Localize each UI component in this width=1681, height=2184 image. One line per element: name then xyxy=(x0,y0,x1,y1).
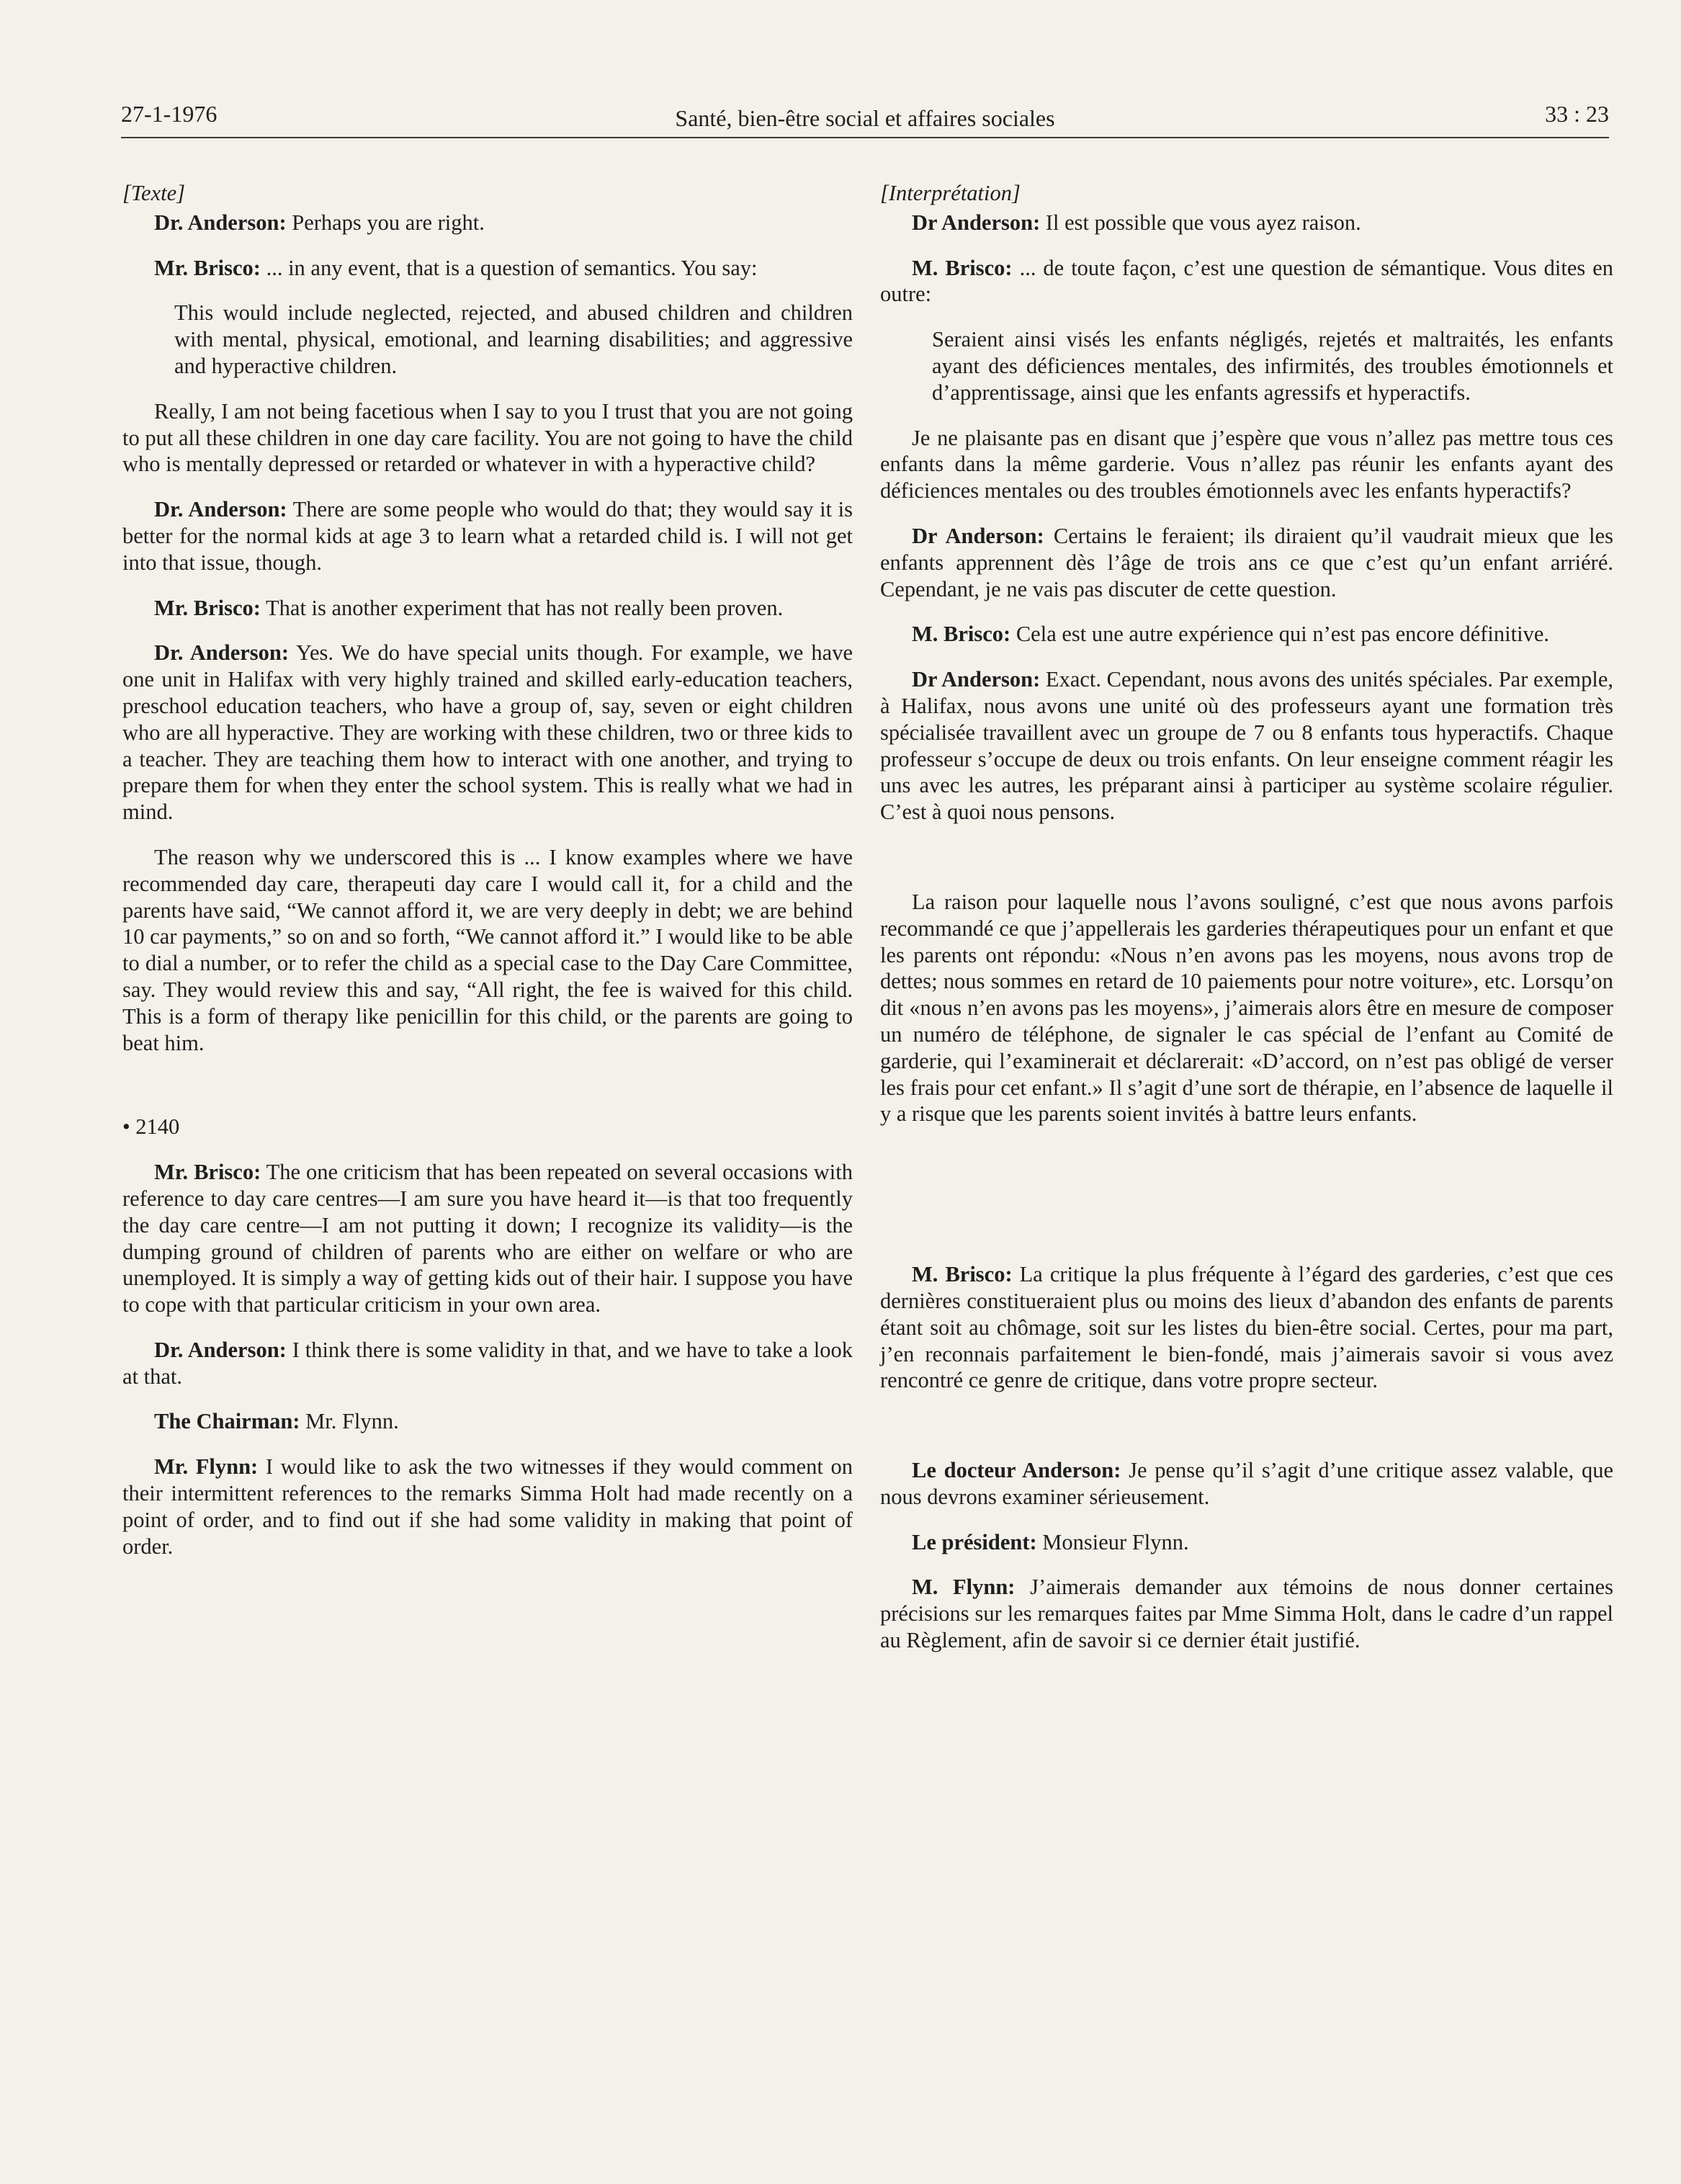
english-column xyxy=(122,180,853,1578)
speech: Certains le feraient; ils diraient qu’il vaudrait mieux que les enfants apprennent dès l’âge de trois ans ce que c’est qu’un enfant arriéré. Cependant, je ne vais pas discuter de cette question. xyxy=(880,523,1613,601)
speaker: Dr. Anderson: xyxy=(154,640,290,666)
section-tag: [Interprétation] xyxy=(880,181,1021,205)
paragraph: Really, I am not being facetious when I say to you I trust that you are not going to put all these children in one day care facility. You are not going to have the child who is mentally depressed or retarded or whatever in with a hyperactive child? xyxy=(122,398,853,477)
speech: The one criticism that has been repeated on several occasions with reference to day care centres—I am sure you have heard it—is that too frequently the day care centre—I am not putting it down; I recognize its validity—is the dumping ground of children of parents who are either on welfare or who are unemployed. It is simply a way of getting kids out of their hair. I suppose you have to cope with that particular criticism in your own area. xyxy=(122,1160,853,1317)
speech: La critique la plus fréquente à l’égard des garderies, c’est que ces dernières constitueraient plus ou moins des lieux d’abandon des enfants de parents étant soit au chômage, soit sur les listes du bien-être social. Certes, pour ma part, j’en reconnais parfaitement le bien-fondé, mais j’aimerais savoir si vous avez rencontré ce genre de critique, dans votre propre secteur. xyxy=(880,1262,1613,1393)
time-marker: • 2140 xyxy=(122,1114,180,1140)
header-title: Santé, bien-être social et affaires sociales xyxy=(675,105,1055,131)
paragraph xyxy=(122,496,853,576)
paragraph xyxy=(122,1337,853,1390)
paragraph xyxy=(880,1261,1613,1394)
speech: Je pense qu’il s’agit d’une critique assez valable, que nous devrons examiner sérieusement. xyxy=(880,1458,1613,1509)
speech: Il est possible que vous ayez raison. xyxy=(1040,210,1361,235)
speaker: M. Brisco: xyxy=(912,255,1013,280)
paragraph xyxy=(122,595,853,622)
paragraph xyxy=(122,255,853,282)
quotation: Seraient ainsi visés les enfants négligés, rejetés et maltraités, les enfants ayant des déficiences mentales, des infirmités, des troubles émotionnels et d’apprentissage, ainsi que les enfants agressifs et hyperactifs. xyxy=(932,327,1613,405)
speech: Cela est une autre expérience qui n’est pas encore définitive. xyxy=(1010,622,1549,647)
speaker: The Chairman: xyxy=(154,1409,300,1434)
french-column xyxy=(880,180,1613,1673)
speech: I think there is some validity in that, and we have to take a look at that. xyxy=(122,1337,853,1389)
speech: ... de toute façon, c’est une question de sémantique. Vous dites en outre: xyxy=(880,255,1613,307)
paragraph xyxy=(880,1529,1613,1556)
paragraph xyxy=(122,210,853,236)
speaker: M. Flynn: xyxy=(912,1575,1016,1600)
speech: That is another experiment that has not really been proven. xyxy=(260,595,784,620)
paragraph xyxy=(880,210,1613,236)
speaker: Mr. Brisco: xyxy=(154,1160,261,1185)
speaker: Mr. Brisco: xyxy=(154,255,261,280)
speaker: Mr. Flynn: xyxy=(154,1454,259,1480)
speech: There are some people who would do that; they would say it is better for the normal kids at age 3 to learn what a retarded child is. I will not get into that issue, though. xyxy=(122,497,853,575)
paragraph: The reason why we underscored this is ... I know examples where we have recommended day care, therapeuti day care I would call it, for a child and the parents have said, “We cannot afford it, we are very deeply in debt; we are behind 10 car payments,” so on and so forth, “We cannot afford it.” I would like to be able to dial a number, or to refer the child as a special case to the Day Care Committee, say. They would review this and say, “All right, the fee is waived for this child. This is a form of therapy like penicillin for this child, or the parents are going to beat him. xyxy=(122,844,853,1055)
paragraph xyxy=(122,640,853,825)
speaker: Dr. Anderson: xyxy=(154,210,287,235)
speaker: M. Brisco: xyxy=(912,622,1011,647)
paragraph xyxy=(880,666,1613,825)
header-date: 27-1-1976 xyxy=(121,101,218,127)
speech: Perhaps you are right. xyxy=(286,210,485,235)
page-header xyxy=(121,101,1609,137)
speaker: Le président: xyxy=(912,1529,1037,1554)
speaker: Dr. Anderson: xyxy=(154,497,287,522)
paragraph xyxy=(122,1454,853,1559)
speech: Monsieur Flynn. xyxy=(1036,1529,1189,1554)
paragraph xyxy=(880,255,1613,308)
speaker: Dr Anderson: xyxy=(912,210,1041,235)
speech: J’aimerais demander aux témoins de nous donner certaines précisions sur les remarques faites par Mme Simma Holt, dans le cadre d’un rappel au Règlement, afin de savoir si ce dernier était justifié. xyxy=(880,1575,1613,1653)
section-tag: [Texte] xyxy=(122,181,185,205)
speech: Mr. Flynn. xyxy=(300,1409,399,1434)
paragraph xyxy=(122,1159,853,1318)
paragraph: Je ne plaisante pas en disant que j’espère que vous n’allez pas mettre tous ces enfants dans la même garderie. Vous n’allez pas réunir les enfants ayant des déficiences mentales ou des troubles émotionnels avec les enfants hyperactifs? xyxy=(880,425,1613,504)
paragraph xyxy=(880,1574,1613,1653)
paragraph xyxy=(122,1408,853,1435)
paragraph xyxy=(880,621,1613,648)
header-page-number: 33 : 23 xyxy=(1545,101,1609,127)
speaker: M. Brisco: xyxy=(912,1262,1013,1287)
paragraph xyxy=(880,523,1613,602)
paragraph xyxy=(880,1457,1613,1511)
speaker: Le docteur Anderson: xyxy=(912,1458,1121,1483)
paragraph: La raison pour laquelle nous l’avons souligné, c’est que nous avons parfois recommandé ce que j’appellerais les garderies thérapeutiques pour un enfant et que les parents ont répondu: «Nous n’en avons pas les moyens, nous avons trop de dettes; nous sommes en retard de 10 paiements pour notre voiture», etc. Lorsqu’on dit «nous n’en avons pas les moyens», j’aimerais alors être en mesure de composer un numéro de téléphone, de signaler le cas spécial de l’enfant au Comité de garderie, qui l’examinerait et déclarerait: «D’accord, on n’est pas obligé de verser les frais pour cet enfant.» Il s’agit d’une sort de thérapie, en l’absence de laquelle il y a risque que les parents soient invités à battre leurs enfants. xyxy=(880,889,1613,1127)
speaker: Dr Anderson: xyxy=(912,667,1041,692)
speaker: Dr Anderson: xyxy=(912,523,1044,548)
speech: ... in any event, that is a question of semantics. You say: xyxy=(260,255,758,280)
header-rule xyxy=(121,137,1609,138)
quotation: This would include neglected, rejected, and abused children and children with mental, physical, emotional, and learning disabilities; and aggressive and hyperactive children. xyxy=(174,300,853,378)
speech: Exact. Cependant, nous avons des unités spéciales. Par exemple, à Halifax, nous avons une unité où des professeurs ayant une formation très spécialisée travaillent avec un groupe de 7 ou 8 enfants tous hyperactifs. Chaque professeur s’occupe de deux ou trois enfants. On leur enseigne comment réagir les uns avec les autres, les préparant ainsi à participer au système scolaire régulier. C’est à quoi nous pensons. xyxy=(880,667,1613,825)
speaker: Mr. Brisco: xyxy=(154,595,261,620)
speech: I would like to ask the two witnesses if they would comment on their intermittent references to the remarks Simma Holt had made recently on a point of order, and to find out if she had some validity in making that point of order. xyxy=(122,1454,853,1559)
speaker: Dr. Anderson: xyxy=(154,1337,287,1362)
speech: Yes. We do have special units though. For example, we have one unit in Halifax with very highly trained and skilled early-education teachers, preschool education teachers, who have a group of, say, seven or eight children who are all hyperactive. They are working with these children, two or three kids to a teacher. They are teaching them how to interact with one another, and trying to prepare them for when they enter the school system. This is really what we had in mind. xyxy=(122,640,853,825)
